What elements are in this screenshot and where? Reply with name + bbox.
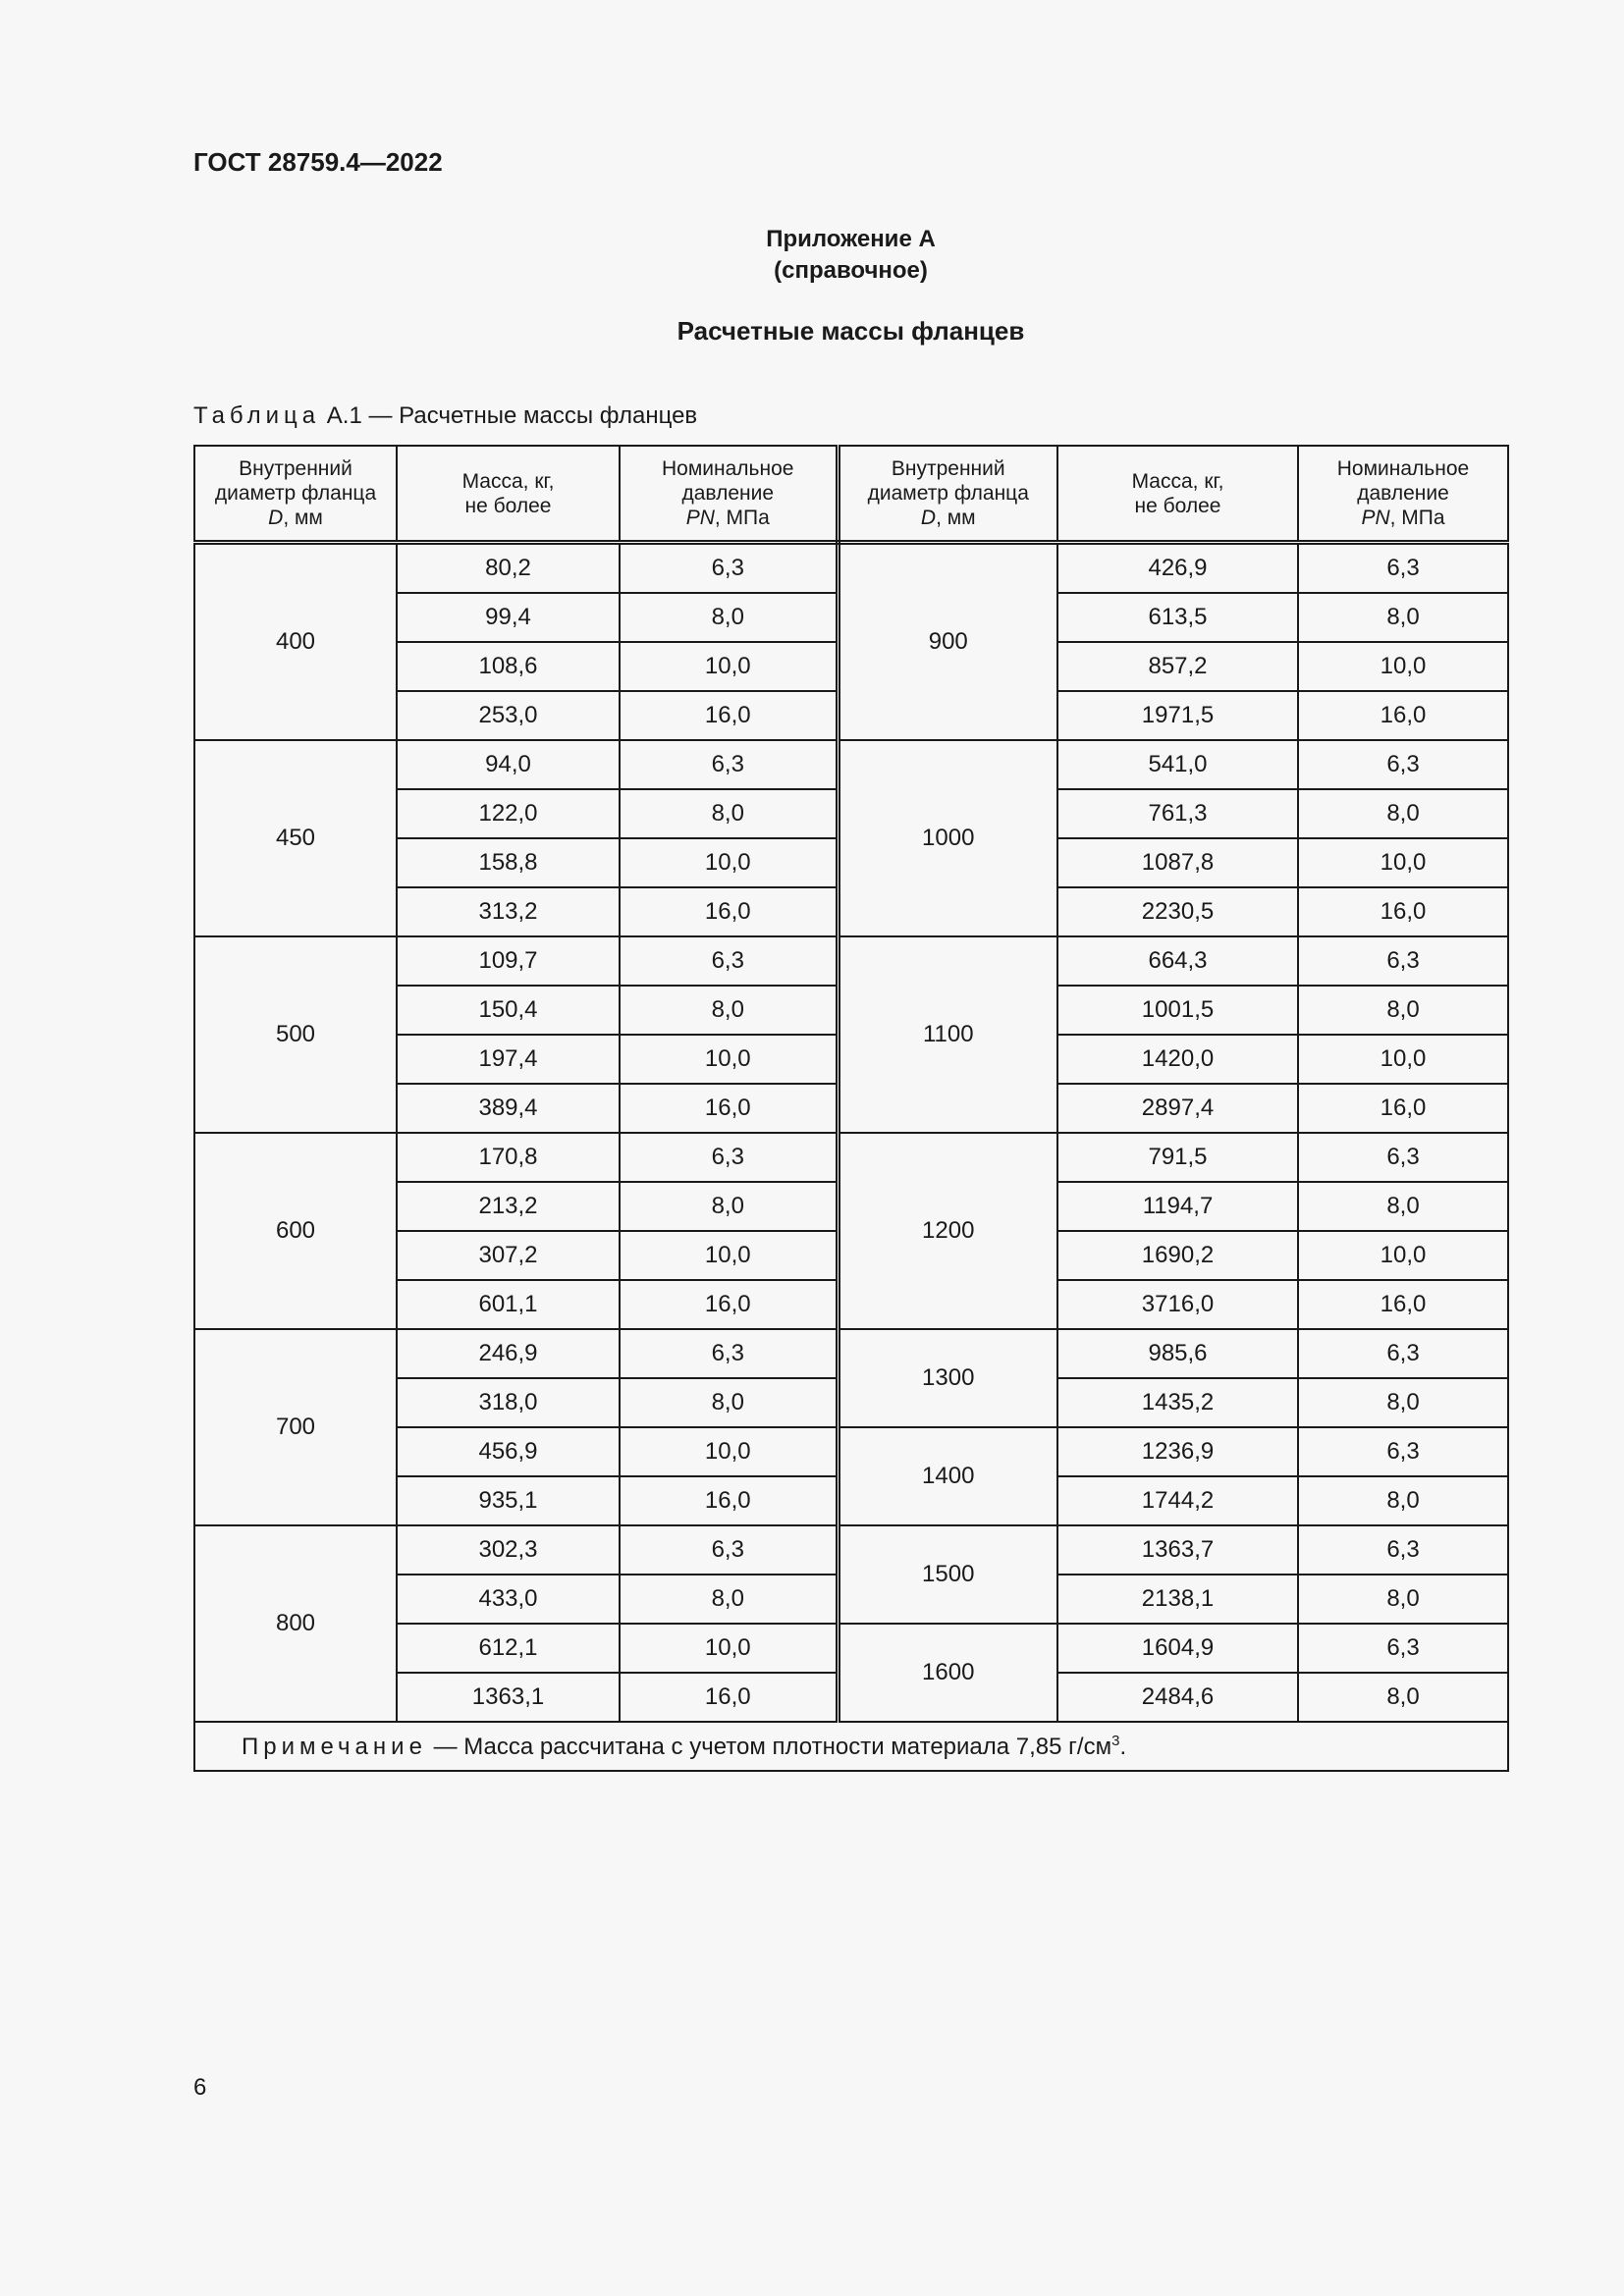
pressure-cell: 16,0: [1298, 691, 1508, 740]
pressure-cell: 10,0: [620, 642, 838, 691]
table-row: [194, 1329, 1508, 1378]
mass-cell: 122,0: [397, 789, 620, 838]
mass-cell: 613,5: [1057, 593, 1298, 642]
pressure-cell: 10,0: [620, 838, 838, 887]
pressure-cell: 16,0: [1298, 1084, 1508, 1133]
mass-cell: 2138,1: [1057, 1575, 1298, 1624]
mass-cell: 857,2: [1057, 642, 1298, 691]
table-row: [194, 936, 1508, 986]
table-note: Примечание — Масса рассчитана с учетом плотности материала 7,85 $г/см^3$.: [194, 1722, 1508, 1771]
pressure-cell: 10,0: [1298, 1035, 1508, 1084]
pressure-cell: 6,3: [1298, 1329, 1508, 1378]
annex-type: (справочное): [774, 257, 928, 284]
page-number: 6: [193, 2074, 207, 2101]
mass-cell: 2484,6: [1057, 1673, 1298, 1722]
table-row: [194, 543, 1508, 594]
mass-cell: 601,1: [397, 1280, 620, 1329]
mass-cell: 108,6: [397, 642, 620, 691]
mass-cell: 197,4: [397, 1035, 620, 1084]
table-row: [194, 740, 1508, 789]
pressure-cell: 16,0: [620, 1476, 838, 1525]
note-text: — Масса рассчитана с учетом плотности материала 7,85 г/см: [426, 1733, 1112, 1760]
mass-cell: 426,9: [1057, 543, 1298, 594]
pressure-cell: 8,0: [620, 1182, 838, 1231]
pressure-cell: 6,3: [620, 936, 838, 986]
pressure-cell: 8,0: [620, 1575, 838, 1624]
pressure-cell: 8,0: [1298, 1575, 1508, 1624]
diameter-cell: 1000: [838, 740, 1057, 936]
pressure-cell: 16,0: [620, 1084, 838, 1133]
pressure-cell: 8,0: [620, 986, 838, 1035]
diameter-cell: 1600: [838, 1624, 1057, 1722]
pressure-cell: 10,0: [620, 1231, 838, 1280]
pressure-cell: 6,3: [620, 1329, 838, 1378]
table-row: [194, 1525, 1508, 1575]
table-caption: [193, 402, 697, 430]
header-pressure: Номинальное давление PN, МПа: [620, 446, 838, 543]
mass-cell: 935,1: [397, 1476, 620, 1525]
mass-cell: 1744,2: [1057, 1476, 1298, 1525]
pressure-cell: 16,0: [620, 1673, 838, 1722]
diameter-cell: 1400: [838, 1427, 1057, 1525]
header-diameter: Внутренний диаметр фланца D, мм: [838, 446, 1057, 543]
mass-cell: 158,8: [397, 838, 620, 887]
mass-cell: 2897,4: [1057, 1084, 1298, 1133]
pressure-cell: 16,0: [620, 1280, 838, 1329]
note-label: Примечание: [242, 1733, 427, 1760]
mass-cell: 313,2: [397, 887, 620, 936]
mass-cell: 1363,1: [397, 1673, 620, 1722]
mass-cell: 246,9: [397, 1329, 620, 1378]
note-sup: 3: [1111, 1732, 1120, 1749]
mass-cell: 109,7: [397, 936, 620, 986]
pressure-cell: 8,0: [1298, 1476, 1508, 1525]
diameter-cell: 1100: [838, 936, 1057, 1133]
pressure-cell: 6,3: [1298, 936, 1508, 986]
pressure-cell: 8,0: [1298, 789, 1508, 838]
note-row: [194, 1722, 1508, 1771]
pressure-cell: 6,3: [1298, 1427, 1508, 1476]
mass-cell: 150,4: [397, 986, 620, 1035]
mass-cell: 1194,7: [1057, 1182, 1298, 1231]
table-body: [194, 543, 1508, 1723]
pressure-cell: 6,3: [1298, 1525, 1508, 1575]
mass-cell: 1363,7: [1057, 1525, 1298, 1575]
pressure-cell: 10,0: [620, 1035, 838, 1084]
pressure-cell: 16,0: [1298, 1280, 1508, 1329]
pressure-cell: 8,0: [1298, 1378, 1508, 1427]
pressure-cell: 6,3: [1298, 740, 1508, 789]
caption-text: — Расчетные массы фланцев: [368, 402, 698, 429]
mass-cell: 94,0: [397, 740, 620, 789]
caption-number: А.1: [326, 402, 362, 429]
diameter-cell: 900: [838, 543, 1057, 741]
mass-cell: 99,4: [397, 593, 620, 642]
mass-cell: 1690,2: [1057, 1231, 1298, 1280]
mass-cell: 318,0: [397, 1378, 620, 1427]
header-mass: Масса, кг, не более: [1057, 446, 1298, 543]
pressure-cell: 8,0: [1298, 593, 1508, 642]
flange-mass-table: [193, 445, 1509, 1772]
pressure-cell: 10,0: [1298, 1231, 1508, 1280]
pressure-cell: 6,3: [620, 543, 838, 594]
mass-cell: 541,0: [1057, 740, 1298, 789]
pressure-cell: 8,0: [620, 593, 838, 642]
pressure-cell: 8,0: [620, 789, 838, 838]
mass-cell: 1435,2: [1057, 1378, 1298, 1427]
diameter-cell: 1200: [838, 1133, 1057, 1329]
pressure-cell: 10,0: [620, 1427, 838, 1476]
section-title: Расчетные массы фланцев: [677, 316, 1025, 346]
mass-cell: 1001,5: [1057, 986, 1298, 1035]
pressure-cell: 6,3: [620, 1133, 838, 1182]
diameter-cell: 1500: [838, 1525, 1057, 1624]
mass-cell: 253,0: [397, 691, 620, 740]
mass-cell: 213,2: [397, 1182, 620, 1231]
mass-cell: 1236,9: [1057, 1427, 1298, 1476]
pressure-cell: 16,0: [620, 691, 838, 740]
mass-cell: 170,8: [397, 1133, 620, 1182]
mass-cell: 791,5: [1057, 1133, 1298, 1182]
diameter-cell: 450: [194, 740, 397, 936]
mass-cell: 433,0: [397, 1575, 620, 1624]
mass-cell: 1604,9: [1057, 1624, 1298, 1673]
document-code: ГОСТ 28759.4—2022: [193, 147, 443, 177]
mass-cell: 985,6: [1057, 1329, 1298, 1378]
mass-cell: 1087,8: [1057, 838, 1298, 887]
pressure-cell: 6,3: [1298, 543, 1508, 594]
diameter-cell: 1300: [838, 1329, 1057, 1427]
mass-cell: 2230,5: [1057, 887, 1298, 936]
caption-label: Таблица: [193, 402, 321, 429]
pressure-cell: 6,3: [1298, 1624, 1508, 1673]
pressure-cell: 8,0: [620, 1378, 838, 1427]
pressure-cell: 16,0: [620, 887, 838, 936]
pressure-cell: 16,0: [1298, 887, 1508, 936]
pressure-cell: 10,0: [1298, 838, 1508, 887]
header-mass: Масса, кг, не более: [397, 446, 620, 543]
diameter-cell: 800: [194, 1525, 397, 1722]
mass-cell: 80,2: [397, 543, 620, 594]
mass-cell: 307,2: [397, 1231, 620, 1280]
pressure-cell: 8,0: [1298, 986, 1508, 1035]
mass-cell: 3716,0: [1057, 1280, 1298, 1329]
header-diameter: Внутренний диаметр фланца D, мм: [194, 446, 397, 543]
pressure-cell: 6,3: [620, 740, 838, 789]
mass-cell: 761,3: [1057, 789, 1298, 838]
pressure-cell: 6,3: [1298, 1133, 1508, 1182]
diameter-cell: 400: [194, 543, 397, 741]
table-header-row: [194, 446, 1508, 543]
diameter-cell: 600: [194, 1133, 397, 1329]
pressure-cell: 10,0: [620, 1624, 838, 1673]
header-pressure: Номинальное давление PN, МПа: [1298, 446, 1508, 543]
pressure-cell: 8,0: [1298, 1673, 1508, 1722]
mass-cell: 302,3: [397, 1525, 620, 1575]
diameter-cell: 700: [194, 1329, 397, 1525]
pressure-cell: 6,3: [620, 1525, 838, 1575]
table-row: [194, 1133, 1508, 1182]
mass-cell: 1420,0: [1057, 1035, 1298, 1084]
annex-title: Приложение А: [766, 226, 936, 252]
diameter-cell: 500: [194, 936, 397, 1133]
annex-heading: [0, 224, 1624, 287]
mass-cell: 664,3: [1057, 936, 1298, 986]
mass-cell: 612,1: [397, 1624, 620, 1673]
pressure-cell: 10,0: [1298, 642, 1508, 691]
mass-cell: 1971,5: [1057, 691, 1298, 740]
pressure-cell: 8,0: [1298, 1182, 1508, 1231]
mass-cell: 389,4: [397, 1084, 620, 1133]
mass-cell: 456,9: [397, 1427, 620, 1476]
